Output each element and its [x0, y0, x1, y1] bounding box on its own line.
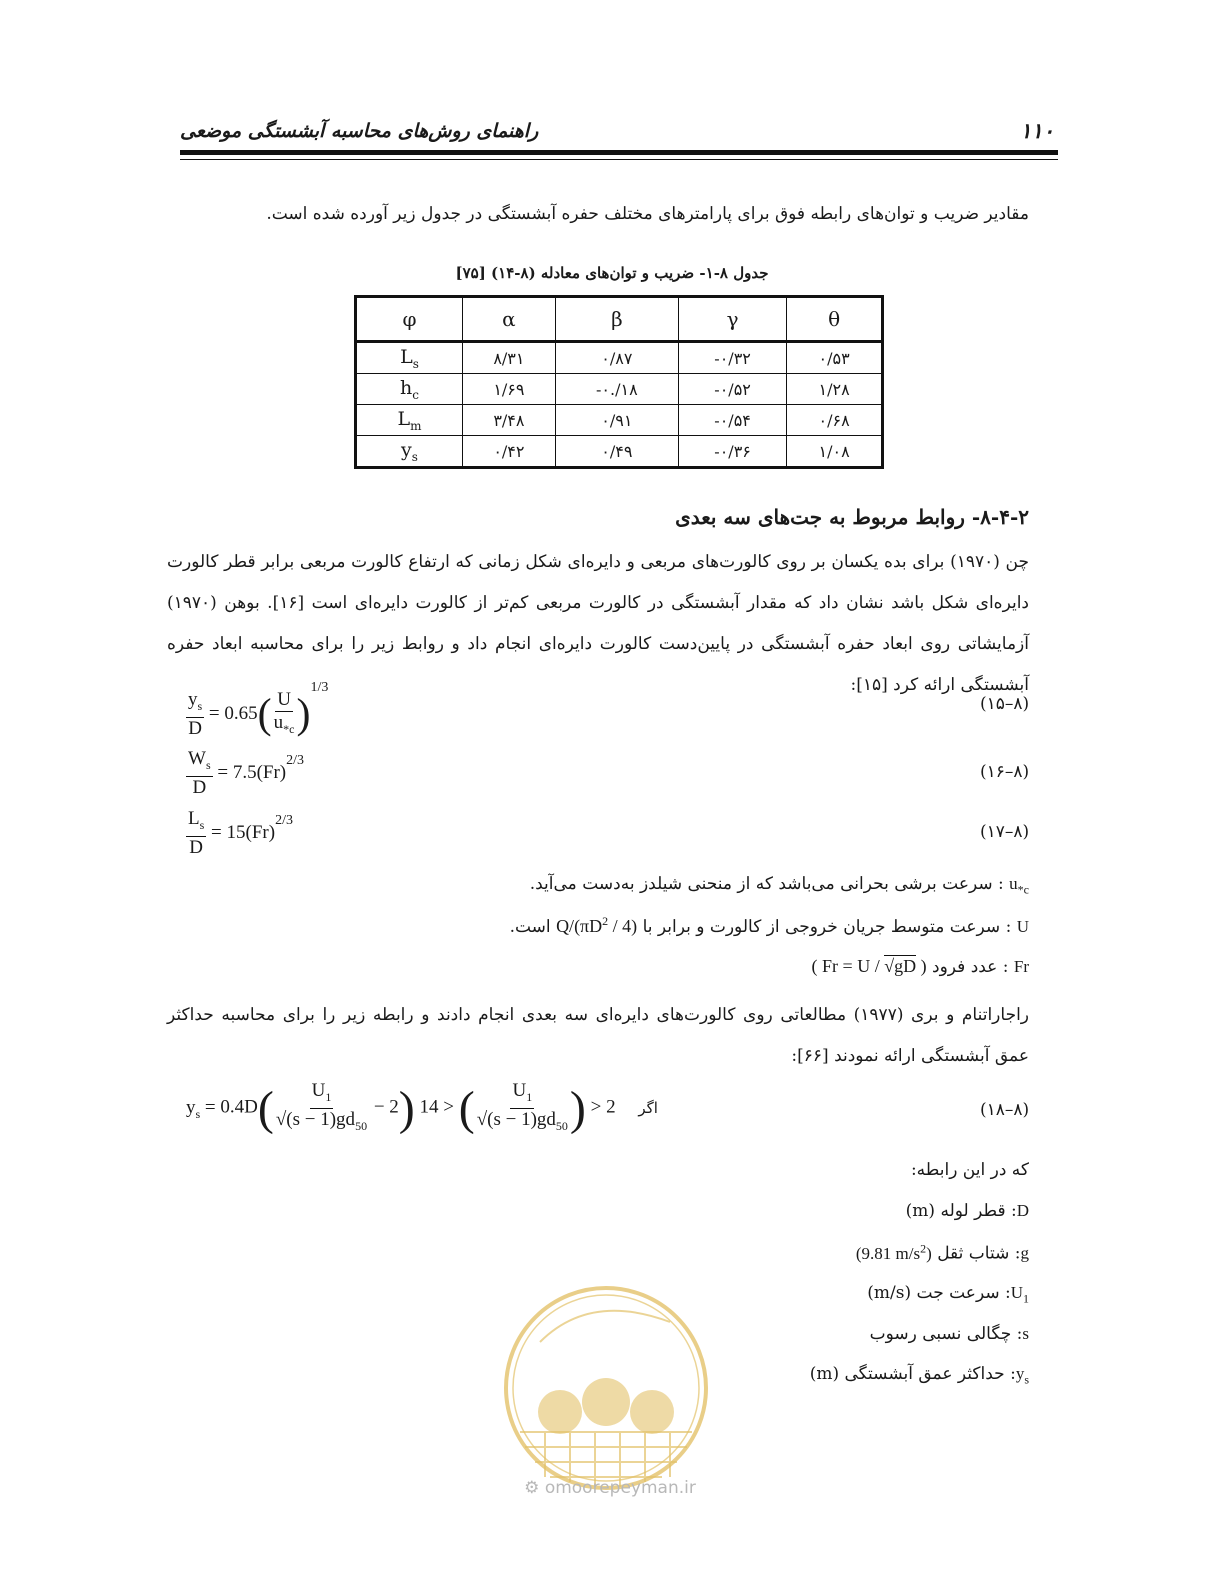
- table-cell: ۱/۶۹: [463, 374, 556, 405]
- table-header-cell: β: [555, 297, 678, 342]
- table-cell: ۰/۴۹: [555, 436, 678, 468]
- table-row: [356, 405, 883, 436]
- equation-17: $\frac{L_s}{D}$ = $15(Fr)^{2/3}$: [188, 808, 293, 858]
- table-header-row: [356, 297, 883, 342]
- row-label: $h_c$: [356, 374, 463, 405]
- table-cell: -۰/۵۴: [678, 405, 786, 436]
- table-caption: جدول ۸-۱- ضریب و توان‌های معادله (۸-۱۴) [۷۵]: [455, 264, 769, 282]
- row-label: $y_s$: [356, 436, 463, 468]
- table-cell: -۰/۳۲: [678, 342, 786, 374]
- equation-18: $y_s = 0.4D$( $\frac{U_1}{√(s - 1)gd_{50}}$ − 2) اگر 2 < ( $\frac{U_1}{√(s - 1)gd_{50}}$ ) < 14: [186, 1080, 658, 1135]
- equation-number: (۱۶–۸): [980, 762, 1030, 782]
- table-header-cell: γ: [678, 297, 786, 342]
- section-heading: ۸-۴-۲- روابط مربوط به جت‌های سه بعدی: [675, 505, 1029, 529]
- table-header-cell: φ: [356, 297, 463, 342]
- body-paragraph: راجاراتنام و بری (۱۹۷۷) مطالعاتی روی کالورت‌های دایره‌ای سه بعدی انجام دادند و رابطه زیر را برای محاسبه حداکثر عمق آبشستگی ارائه نمودند [۶۶]:: [167, 1005, 1030, 1066]
- table-row: [356, 342, 883, 374]
- definitions-intro: که در این رابطه:: [910, 1160, 1029, 1180]
- table-cell: ۱/۰۸: [787, 436, 883, 468]
- table-cell: ۰/۶۸: [787, 405, 883, 436]
- table-cell: -۰/۳۶: [678, 436, 786, 468]
- table-header-cell: α: [463, 297, 556, 342]
- table-row: [356, 374, 883, 405]
- table-header-cell: θ: [787, 297, 883, 342]
- watermark-logo-icon: [500, 1282, 712, 1494]
- equation-number: (۱۷–۸): [980, 822, 1030, 842]
- equation-number: (۱۵–۸): [980, 694, 1030, 714]
- watermark-text: ⚙ omoorepeyman.ir: [524, 1478, 696, 1498]
- definition-U: U : سرعت متوسط جریان خروجی از کالورت و برابر با $Q/(\pi D^2 / 4)$ است.: [509, 914, 1029, 937]
- header-rule-thin: [180, 159, 1058, 160]
- definition-g: g: شتاب ثقل (9.81 $m/s^2$): [855, 1241, 1029, 1264]
- header-rule-thick: [180, 150, 1058, 155]
- definition-s: s: چگالی نسبی رسوب: [869, 1324, 1029, 1344]
- definition-U1: $U_1$: سرعت جت (m/s): [867, 1283, 1029, 1306]
- table-row: [356, 436, 883, 468]
- row-label: $L_s$: [356, 342, 463, 374]
- row-label: $L_m$: [356, 405, 463, 436]
- equation-16: $\frac{W_s}{D}$ = $7.5(Fr)^{2/3}$: [188, 748, 305, 798]
- table-cell: ۱/۲۸: [787, 374, 883, 405]
- definition-Fr: Fr : عدد فرود ( Fr = U / √gD ): [811, 956, 1029, 977]
- table-cell: ۰/۵۳: [787, 342, 883, 374]
- definition-D: D: قطر لوله (m): [905, 1201, 1029, 1221]
- equation-15: $\frac{y_s}{D}$ = 0.65( $\frac{U}{u_{*c}}$ )$^{1/3}$: [188, 680, 329, 740]
- page-number: ۱۱۰: [1020, 118, 1054, 143]
- table-cell: ۰/۹۱: [555, 405, 678, 436]
- definition-u-star: $u_{*c}$ : سرعت برشی بحرانی می‌باشد که از منحنی شیلدز به‌دست می‌آید.: [529, 874, 1029, 897]
- body-paragraph: چن (۱۹۷۰) برای بده یکسان بر روی کالورت‌های مربعی و دایره‌ای شکل زمانی که ارتفاع کالورت مربعی برابر قطر کالورت دایره‌ای شکل باشد نشان داد که مقدار آبشستگی در کالورت مربعی کم‌تر از کالورت دایره‌ای است [۱۶]. بوهن (۱۹۷۰) آزمایشاتی روی ابعاد حفره آبشستگی در پایین‌دست کالورت دایره‌ای انجام داد و روابط زیر را برای محاسبه ابعاد حفره آبشستگی ارائه کرد [۱۵]:: [167, 552, 1029, 695]
- table-cell: ۸/۳۱: [463, 342, 556, 374]
- coefficient-table: [354, 295, 884, 469]
- table-cell: -۰./۱۸: [555, 374, 678, 405]
- table-cell: ۰/۴۲: [463, 436, 556, 468]
- table-cell: ۰/۸۷: [555, 342, 678, 374]
- equation-number: (۱۸–۸): [980, 1100, 1030, 1120]
- intro-paragraph: مقادیر ضریب و توان‌های رابطه فوق برای پارامترهای مختلف حفره آبشستگی در جدول زیر آورده شده است.: [266, 204, 1029, 224]
- running-header-title: راهنمای روش‌های محاسبه آبشستگی موضعی: [180, 120, 539, 142]
- table-cell: -۰/۵۲: [678, 374, 786, 405]
- definition-ys: $y_s$: حداکثر عمق آبشستگی (m): [809, 1364, 1029, 1387]
- table-cell: ۳/۴۸: [463, 405, 556, 436]
